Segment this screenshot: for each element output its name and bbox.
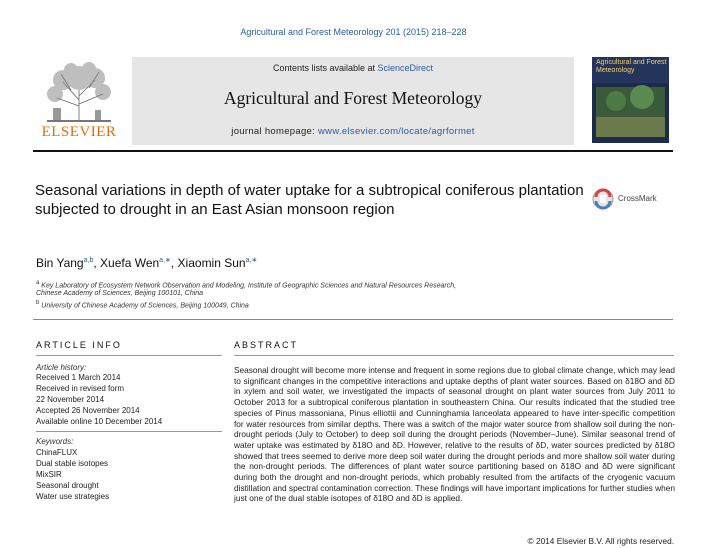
abstract-rule	[234, 355, 674, 356]
author-sup[interactable]: a,∗	[245, 257, 258, 264]
affiliation-text: Chinese Academy of Sciences, Beijing 100101, China	[36, 290, 204, 297]
history-item: 22 November 2014	[36, 395, 105, 404]
elsevier-wordmark: ELSEVIER	[41, 124, 117, 140]
journal-citation[interactable]: Agricultural and Forest Meteorology 201 (2015) 218–228	[240, 27, 467, 37]
journal-title[interactable]: Agricultural and Forest Meteorology	[223, 88, 483, 108]
author-name[interactable]: Bin Yang	[36, 256, 84, 270]
article-info-heading: ARTICLE INFO	[36, 340, 122, 350]
crossmark-label: CrossMark	[618, 194, 657, 203]
crossmark-icon	[592, 188, 614, 210]
author-list: Bin Yang$^{a,b}$, Xuefa Wen$^{a,∗}$, Xiaomin Sun$^{a,∗}$	[36, 256, 258, 270]
masthead-rule	[33, 150, 673, 152]
keyword[interactable]: Water use strategies	[36, 492, 110, 501]
author-sup[interactable]: a,b	[83, 257, 94, 264]
copyright-notice: © 2014 Elsevier B.V. All rights reserved.	[527, 536, 674, 546]
homepage-prefix: journal homepage:	[231, 126, 319, 137]
author-sup[interactable]: a,∗	[159, 257, 171, 264]
affiliation-text: Key Laboratory of Ecosystem Network Observation and Modeling, Institute of Geographic Sciences and Natural Resources Research,	[41, 282, 457, 290]
history-item: Received in revised form	[36, 384, 125, 393]
author-name[interactable]: Xuefa Wen	[100, 256, 160, 270]
cover-title: Agricultural and Forest Meteorology	[596, 59, 667, 74]
history-label: Article history:	[36, 363, 87, 372]
contents-line	[132, 63, 574, 73]
abstract-text: Seasonal drought will become more intense and frequent in some regions due to global climate change, which may lead to significant changes in the competitive interactions and uptake depths of plant water sources. Based on δ18O and δD in xylem and soil water, we investigated the impacts of seasonal drought on plant water sources from July 2011 to October 2013 for a subtropical coniferous plantation in southeastern China. Our results indicated that the studied tree species of Pinus massoniana, Pinus elliottii and Cunninghamia lanceolata appeared to have inter-specific competition for water resources from similar depths. There was a switch of the major water source from shallow soil during the non-drought periods (July to October) to deep soil during the drought periods (November–June). Similar seasonal trend of water uptake was estimated by δ18O and δD. However, relative to the results of δD, water sources predicted by δ18O showed that trees seemed to derive more deep soil water during the drought periods and more shallow soil water during the non-drought periods. The differences of plant water source partitioning based on δ18O and δD were significant during both the drought and non-drought periods, which probably resulted from the artifacts of the cryogenic vacuum distillation and spectral contamination correction. These findings will have important implications for further studies when just one of the dual stable isotopes of δ18O and δD is applied.	[234, 365, 675, 504]
info-divider	[36, 431, 222, 432]
abstract-heading: ABSTRACT	[234, 340, 299, 350]
header-divider	[33, 319, 673, 320]
affiliation-sup: b	[36, 300, 40, 306]
affiliation-sup: a	[36, 280, 40, 286]
affiliation-text: University of Chinese Academy of Sciences, Beijing 100049, China	[41, 302, 249, 310]
keyword[interactable]: Dual stable isotopes	[36, 459, 109, 468]
article-title: Seasonal variations in depth of water uptake for a subtropical coniferous plantation subjected to drought in an East Asian monsoon region	[35, 182, 584, 218]
history-item: Available online 10 December 2014	[36, 417, 163, 426]
history-item: Accepted 26 November 2014	[36, 406, 140, 415]
affiliation	[36, 280, 456, 289]
article-info-rule	[36, 355, 222, 356]
author-name[interactable]: Xiaomin Sun	[177, 256, 246, 270]
affiliation	[36, 300, 249, 309]
sciencedirect-link[interactable]: ScienceDirect	[377, 63, 434, 73]
crossmark-badge[interactable]	[592, 188, 672, 210]
history-item: Received 1 March 2014	[36, 373, 121, 382]
journal-homepage	[132, 126, 574, 137]
homepage-link[interactable]: www.elsevier.com/locate/agrformet	[318, 126, 475, 137]
keyword[interactable]: MixSIR	[36, 470, 62, 479]
affiliation	[36, 290, 203, 297]
contents-prefix: Contents lists available at	[272, 63, 378, 73]
keyword[interactable]: Seasonal drought	[36, 481, 99, 490]
keyword[interactable]: ChinaFLUX	[36, 448, 78, 457]
keywords-label: Keywords:	[36, 437, 74, 446]
